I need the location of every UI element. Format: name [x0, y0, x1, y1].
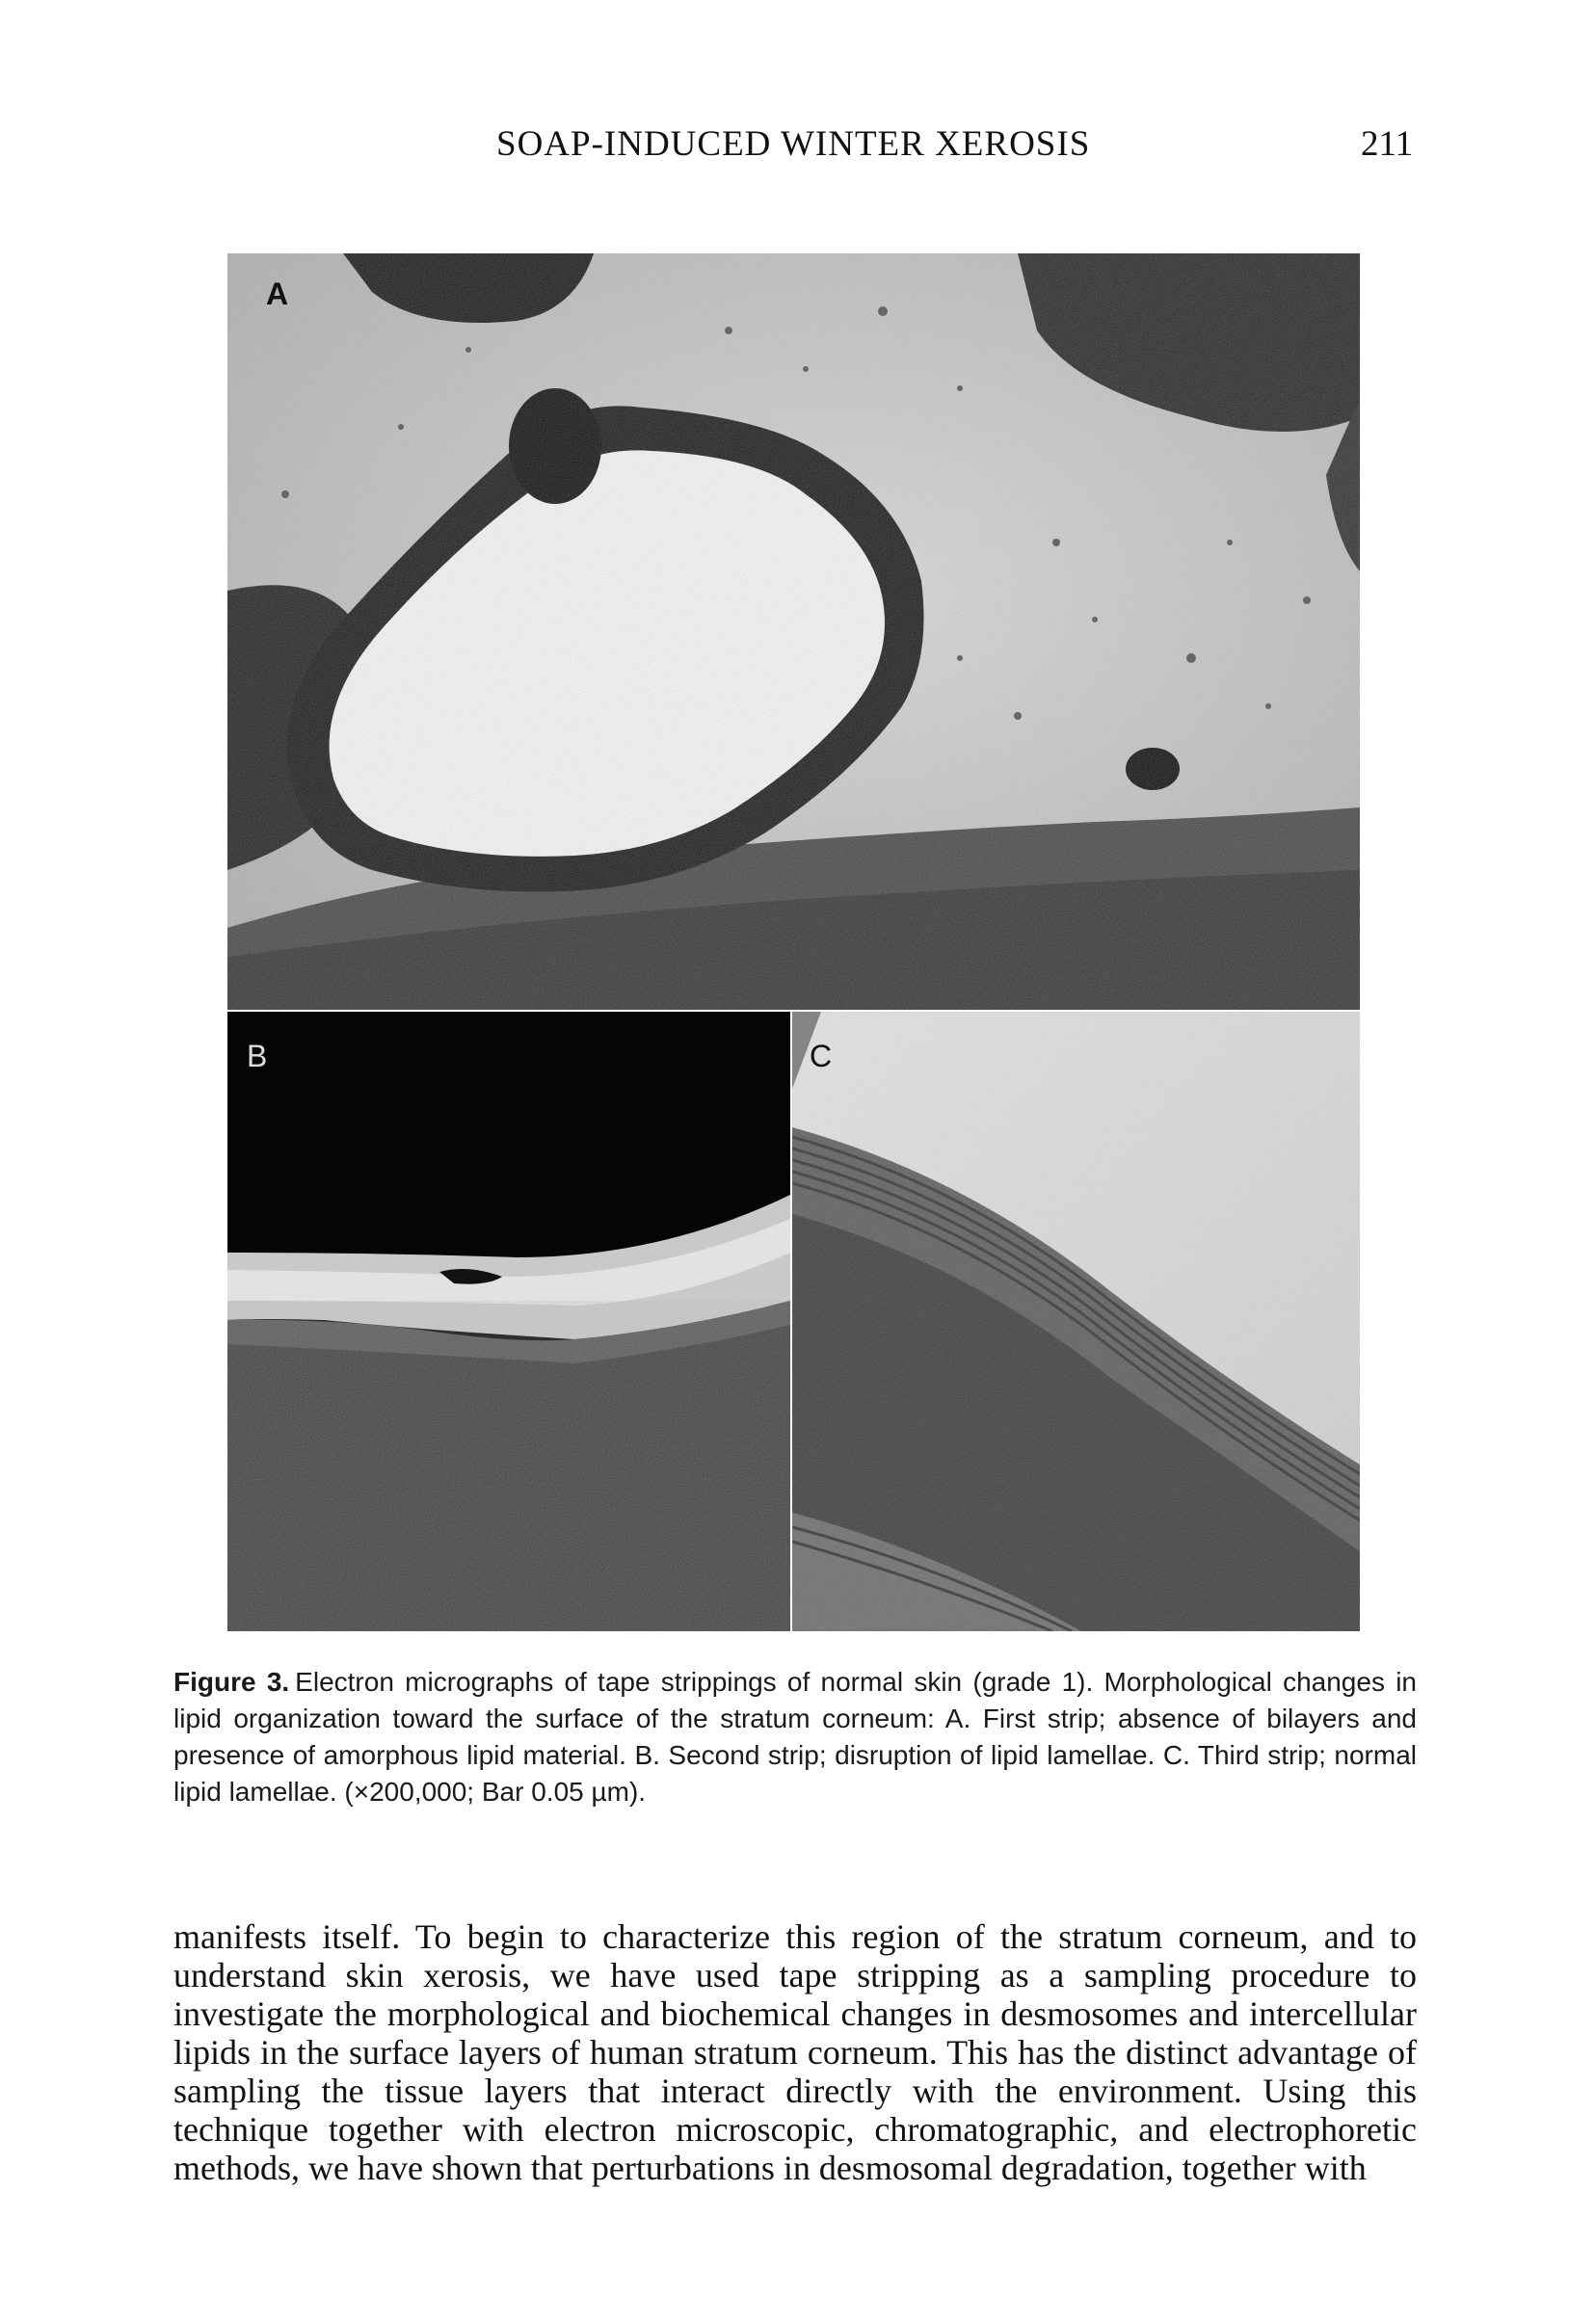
micrograph-a-image [227, 253, 1360, 1010]
figure-caption [173, 1664, 1417, 1810]
panel-label-a: A [266, 277, 289, 311]
panel-label-b: B [247, 1039, 268, 1073]
micrograph-panel-c [792, 1012, 1360, 1631]
running-head: SOAP-INDUCED WINTER XEROSIS [496, 124, 1091, 164]
panel-label-c: C [810, 1039, 833, 1073]
figure-3 [227, 253, 1360, 1631]
micrograph-panel-b [227, 1012, 790, 1631]
micrograph-c-image [792, 1012, 1360, 1631]
caption-text: Electron micrographs of tape strippings of normal skin (grade 1). Morphological changes in lipid organization toward the surface of the stratum corneum: A. First strip; absence of bilayers and presence of amorphous lipid material. B. Second strip; disruption of lipid lamellae. C. Third strip; normal lipid lamellae. (×200,000; Bar 0.05 µm). [173, 1667, 1417, 1807]
page-number: 211 [1361, 124, 1414, 164]
body-paragraph: manifests itself. To begin to characterize this region of the stratum corneum, and to understand skin xerosis, we have used tape stripping as a sampling procedure to investigate the morphological and biochemical changes in desmosomes and intercellular lipids in the surface layers of human stratum corneum. This has the distinct advantage of sampling the tissue layers that interact directly with the environment. Using this technique together with electron microscopic, chromatographic, and electrophoretic methods, we have shown that perturbations in desmosomal degradation, together with [173, 1917, 1417, 2187]
caption-figure-label: Figure 3. [173, 1667, 290, 1697]
micrograph-panel-a [227, 253, 1360, 1010]
micrograph-b-image [227, 1012, 790, 1631]
